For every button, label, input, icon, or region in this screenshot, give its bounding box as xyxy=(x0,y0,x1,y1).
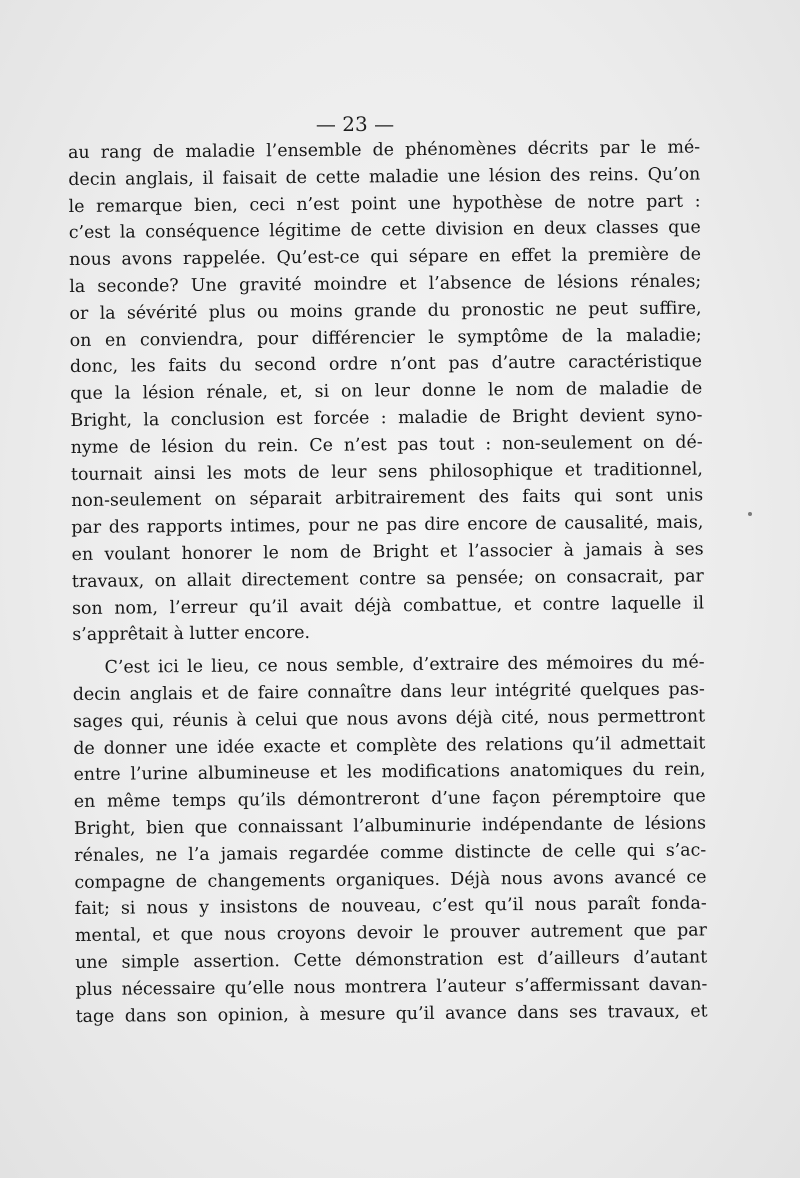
text-line: decin anglais et de faire connaître dans leur intégrité quelques pas- xyxy=(72,679,705,705)
paragraph-2 xyxy=(72,650,707,1031)
text-line: nyme de lésion du rein. Ce n’est pas tout : non-seulement on dé- xyxy=(70,432,703,458)
paragraph-1 xyxy=(68,134,704,649)
text-line: que la lésion rénale, et, si on leur donne le nom de maladie de xyxy=(70,378,703,405)
text-line: au rang de maladie l’ensemble de phénomènes décrits par le mé- xyxy=(68,137,701,163)
text-line: de donner une idée exacte et complète des relations qu’il admettait xyxy=(73,732,706,759)
text-line: non-seulement on séparait arbitrairement des faits qui sont unis xyxy=(71,485,704,512)
text-line: rénales, ne l’a jamais regardée comme distincte de celle qui s’ac- xyxy=(74,840,707,866)
text-line: nous avons rappelée. Qu’est-ce qui sépare en effet la première de xyxy=(68,244,702,271)
text-line: une simple assertion. Cette démonstration est d’ailleurs d’autant xyxy=(75,947,708,973)
text-line: travaux, on allait directement contre sa pensée; on consacrait, par xyxy=(71,566,704,592)
text-line: entre l’urine albumineuse et les modifications anatomiques du rein, xyxy=(73,759,706,786)
text-line: mental, et que nous croyons devoir le prouver autrement que par xyxy=(74,920,708,947)
text-line: decin anglais, il faisait de cette maladie une lésion des reins. Qu’on xyxy=(68,164,701,190)
text-line: or la sévérité plus ou moins grande du pronostic ne peut suffire, xyxy=(69,298,702,324)
text-line: fait; si nous y insistons de nouveau, c’est qu’il nous paraît fonda- xyxy=(74,893,707,920)
text-line: Bright, bien que connaissant l’albuminurie indépendante de lésions xyxy=(73,813,707,839)
text-line: le remarque bien, ceci n’est point une hypothèse de notre part : xyxy=(68,191,701,217)
text-line: compagne de changements organiques. Déjà nous avons avancé ce xyxy=(74,866,707,893)
text-line: en voulant honorer le nom de Bright et l’associer à jamais à ses xyxy=(71,539,704,565)
text-line: sages qui, réunis à celui que nous avons déjà cité, nous permettront xyxy=(72,706,706,732)
text-line: la seconde? Une gravité moindre et l’absence de lésions rénales; xyxy=(69,271,702,297)
text-line: C’est ici le lieu, ce nous semble, d’extraire des mémoires du mé- xyxy=(104,652,705,678)
text-line: tage dans son opinion, à mesure qu’il avance dans ses travaux, et xyxy=(75,1000,708,1027)
body-text xyxy=(68,134,708,1030)
text-line: en même temps qu’ils démontreront d’une façon péremptoire que xyxy=(73,786,706,813)
text-line: donc, les faits du second ordre n’ont pas d’autre caractéristique xyxy=(69,351,703,378)
text-line: plus nécessaire qu’elle nous montrera l’auteur s’affermissant davan- xyxy=(75,974,708,1000)
paper-speck xyxy=(748,512,752,516)
text-line: s’apprêtait à lutter encore. xyxy=(72,623,311,646)
text-line: par des rapports intimes, pour ne pas dire encore de causalité, mais, xyxy=(71,512,704,539)
page-number: — 23 — xyxy=(315,112,395,136)
text-line: Bright, la conclusion est forcée : maladie de Bright devient syno- xyxy=(70,405,703,431)
text-line: c’est la conséquence légitime de cette division en deux classes que xyxy=(68,217,701,244)
text-line: on en conviendra, pour différencier le symptôme de la maladie; xyxy=(69,325,702,351)
text-line: tournait ainsi les mots de leur sens philosophique et traditionnel, xyxy=(70,459,703,485)
text-line: son nom, l’erreur qu’il avait déjà combattue, et contre laquelle il xyxy=(72,593,705,619)
